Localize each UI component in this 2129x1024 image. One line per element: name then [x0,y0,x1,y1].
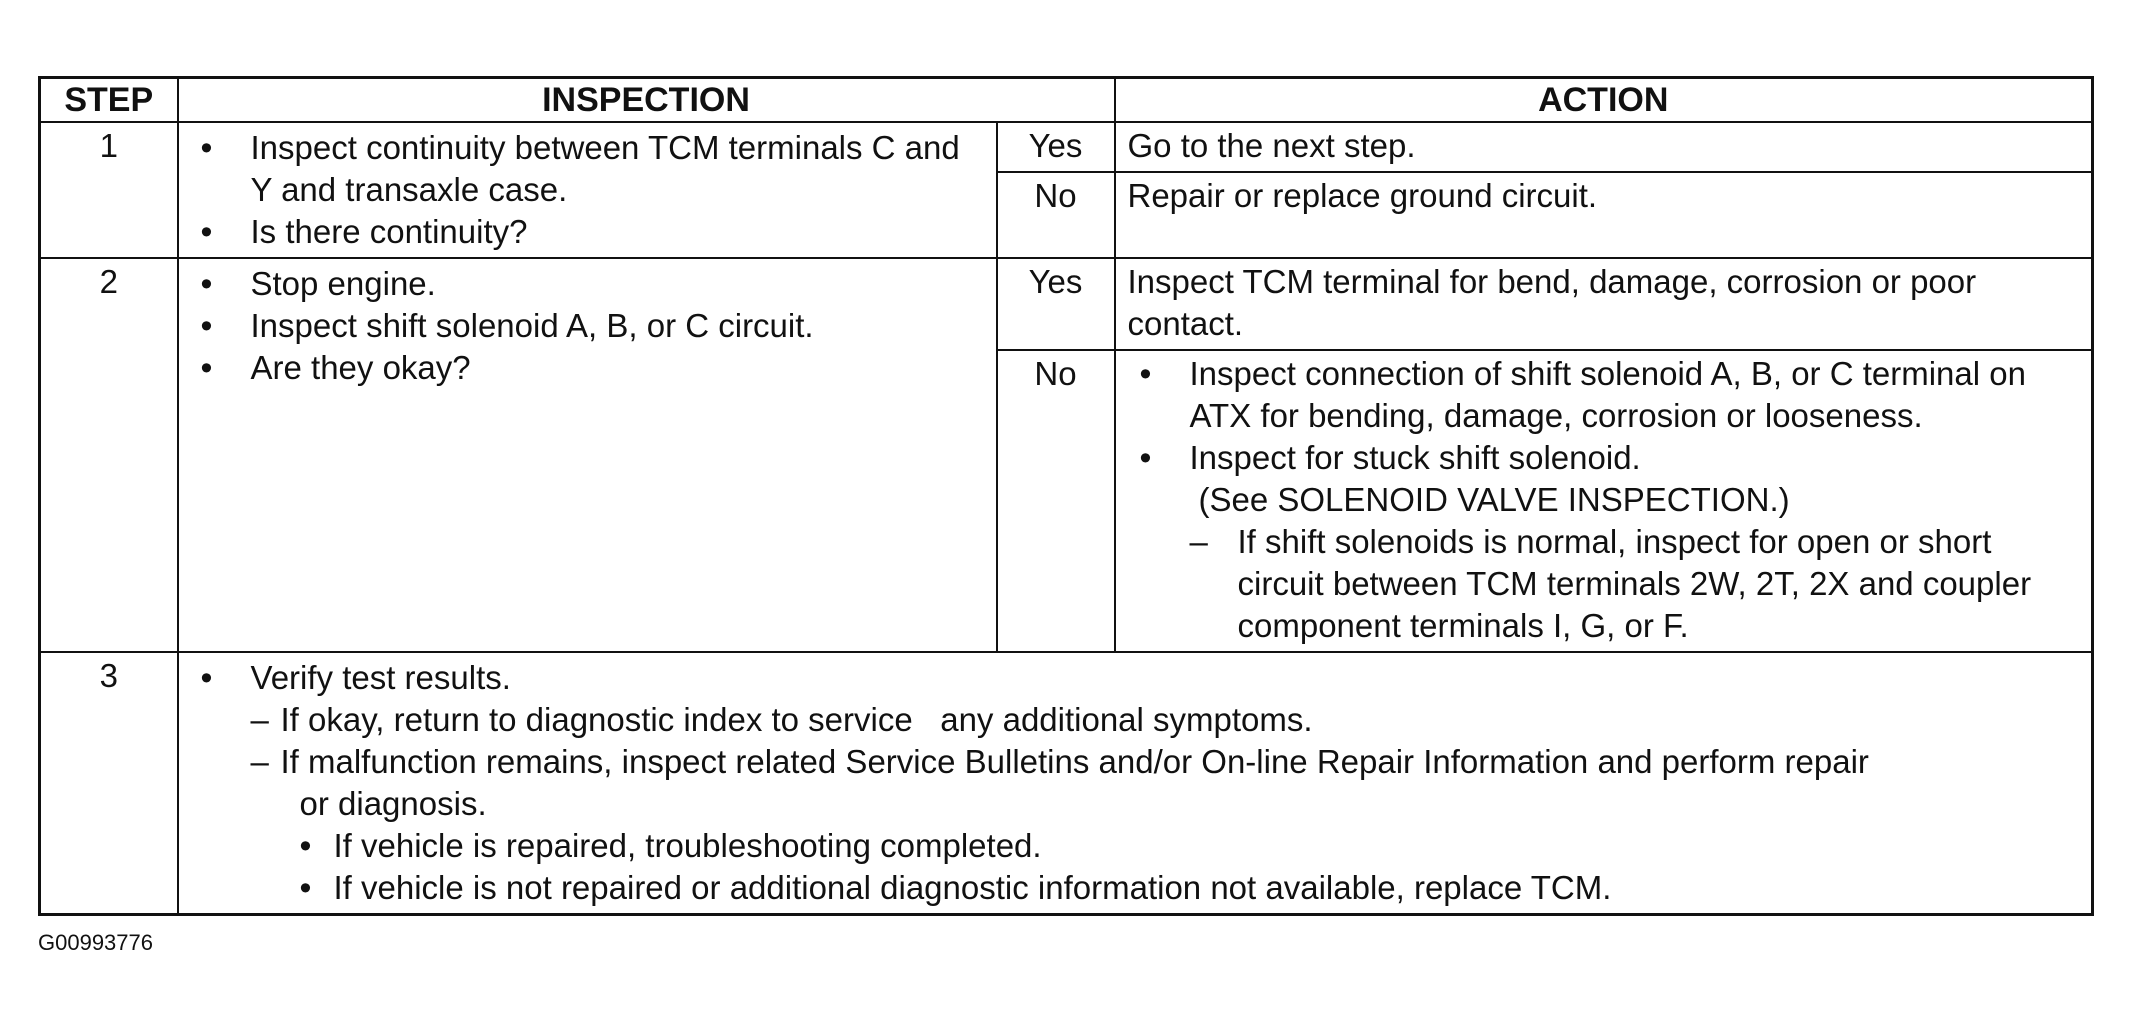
action-dash-item [1190,521,2082,647]
result-dash-item [251,699,2082,741]
dash-marker: – [250,701,269,738]
diagnostic-table-container [38,76,2091,916]
verify-bullet: • Verify test results. [201,657,2082,699]
header-inspection: INSPECTION [178,78,1115,123]
result-dash-text: If okay, return to diagnostic index to service any additional symptoms. [280,701,1313,738]
no-label: No [997,350,1115,652]
header-action: ACTION [1115,78,2093,123]
step-1-inspection [178,122,997,258]
result-dash-continuation: or diagnosis. [299,785,487,822]
step-1-no-action: Repair or replace ground circuit. [1115,172,2093,258]
yes-label: Yes [997,122,1115,172]
step-2-yes-row [40,258,2093,350]
step-1-yes-action: Go to the next step. [1115,122,2093,172]
step-number: 2 [40,258,178,652]
action-dash-text: If shift solenoids is normal, inspect for open or short circuit between TCM terminals 2W, 2T, 2X and coupler component terminals I, G, or F. [1237,523,2032,644]
result-dash-item [251,741,2082,783]
inspection-bullet: • Are they okay? [201,347,986,389]
outcome-bullet: • If vehicle is not repaired or additional diagnostic information not available, replace TCM. [300,867,2082,909]
step-number: 1 [40,122,178,258]
action-bullet: • Inspect for stuck shift solenoid. [1140,437,2082,479]
inspection-bullet: • Stop engine. [201,263,986,305]
step-2-inspection [178,258,997,652]
step-3-row [40,652,2093,915]
step-2-yes-action: Inspect TCM terminal for bend, damage, corrosion or poor contact. [1115,258,2093,350]
dash-marker: – [1189,523,1208,560]
step-number: 3 [40,652,178,915]
diagnostic-procedure-table [38,76,2094,916]
step-3-content [178,652,2093,915]
yes-label: Yes [997,258,1115,350]
solenoid-reference-note: (See SOLENOID VALVE INSPECTION.) [1198,481,1790,518]
table-header-row [40,78,2093,123]
dash-marker: – [250,743,269,780]
header-step: STEP [40,78,178,123]
result-dash-text: If malfunction remains, inspect related Service Bulletins and/or On-line Repair Information and perform repair [280,743,1869,780]
action-bullet: • Inspect connection of shift solenoid A, B, or C terminal on ATX for bending, damage, corrosion or looseness. [1140,353,2082,437]
inspection-bullet: • Inspect shift solenoid A, B, or C circuit. [201,305,986,347]
step-1-yes-row [40,122,2093,172]
step-2-no-action [1115,350,2093,652]
inspection-bullet: • Is there continuity? [201,211,986,253]
figure-id: G00993776 [38,930,153,955]
outcome-bullet: • If vehicle is repaired, troubleshooting completed. [300,825,2082,867]
no-label: No [997,172,1115,258]
inspection-bullet: • Inspect continuity between TCM terminals C and Y and transaxle case. [201,127,986,211]
